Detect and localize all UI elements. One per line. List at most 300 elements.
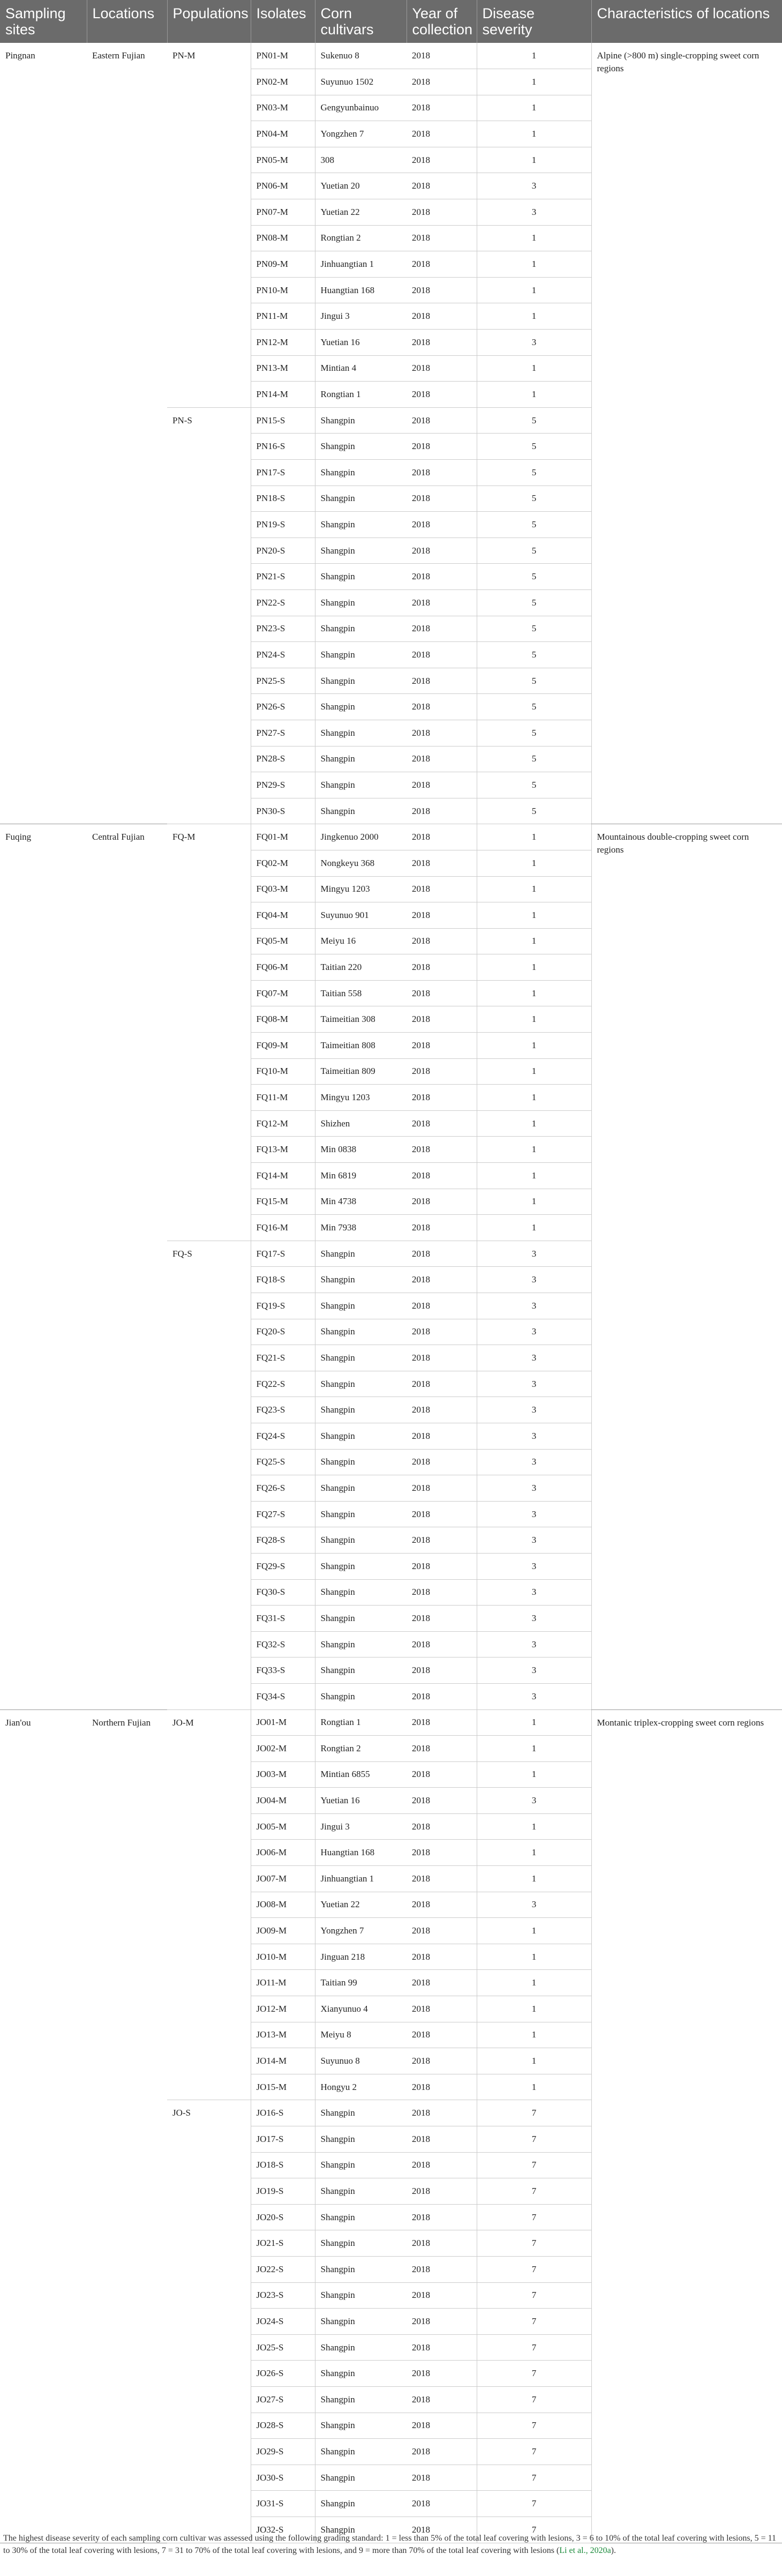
year-cell: 2018 [407, 1657, 477, 1684]
isolate-cell: PN28-S [251, 746, 315, 772]
severity-cell: 1 [477, 147, 591, 173]
isolate-cell: PN19-S [251, 512, 315, 538]
isolate-cell: JO05-M [251, 1813, 315, 1840]
cultivar-cell: Yongzhen 7 [315, 121, 407, 147]
severity-cell: 3 [477, 1892, 591, 1918]
isolate-cell: PN11-M [251, 303, 315, 330]
header-characteristics: Characteristics of locations [591, 0, 782, 43]
cultivar-cell: Jinhuangtian 1 [315, 251, 407, 278]
severity-cell: 3 [477, 1579, 591, 1606]
year-cell: 2018 [407, 2361, 477, 2387]
severity-cell: 1 [477, 2022, 591, 2048]
severity-cell: 3 [477, 1267, 591, 1293]
severity-cell: 1 [477, 824, 591, 850]
isolate-cell: JO08-M [251, 1892, 315, 1918]
cultivar-cell: Yuetian 22 [315, 199, 407, 226]
cultivar-cell: Shangpin [315, 537, 407, 564]
isolate-cell: PN07-M [251, 199, 315, 226]
isolate-cell: FQ21-S [251, 1345, 315, 1371]
year-cell: 2018 [407, 2126, 477, 2153]
year-cell: 2018 [407, 512, 477, 538]
cultivar-cell: Shangpin [315, 798, 407, 824]
year-cell: 2018 [407, 1163, 477, 1189]
cultivar-cell: Shangpin [315, 2256, 407, 2282]
severity-cell: 1 [477, 1996, 591, 2022]
cultivar-cell: Shangpin [315, 2465, 407, 2491]
cultivar-cell: Mingyu 1203 [315, 876, 407, 902]
severity-cell: 5 [477, 460, 591, 486]
year-cell: 2018 [407, 2282, 477, 2309]
severity-cell: 1 [477, 95, 591, 121]
cultivar-cell: Shangpin [315, 2126, 407, 2153]
cultivar-cell: Meiyu 16 [315, 928, 407, 954]
year-cell: 2018 [407, 850, 477, 876]
severity-cell: 3 [477, 1788, 591, 1814]
cultivar-cell: Suyunuo 8 [315, 2048, 407, 2074]
footnote-suffix: ). [611, 2546, 616, 2555]
year-cell: 2018 [407, 1761, 477, 1788]
isolate-cell: FQ18-S [251, 1267, 315, 1293]
cultivar-cell: Jingui 3 [315, 303, 407, 330]
year-cell: 2018 [407, 1970, 477, 1996]
severity-cell: 1 [477, 1215, 591, 1241]
cultivar-cell: Min 4738 [315, 1189, 407, 1215]
isolate-cell: JO03-M [251, 1761, 315, 1788]
cultivar-cell: Shangpin [315, 2334, 407, 2361]
severity-cell: 1 [477, 1866, 591, 1892]
cultivar-cell: Shangpin [315, 1319, 407, 1345]
year-cell: 2018 [407, 1683, 477, 1709]
cultivar-cell: Jingkenuo 2000 [315, 824, 407, 850]
severity-cell: 5 [477, 589, 591, 616]
cultivar-cell: Xianyunuo 4 [315, 1996, 407, 2022]
cultivar-cell: Jinguan 218 [315, 1944, 407, 1970]
isolate-cell: JO26-S [251, 2361, 315, 2387]
isolate-cell: JO20-S [251, 2204, 315, 2230]
isolate-cell: JO06-M [251, 1840, 315, 1866]
severity-cell: 1 [477, 355, 591, 382]
cultivar-cell: Shangpin [315, 1293, 407, 1319]
year-cell: 2018 [407, 1085, 477, 1111]
severity-cell: 1 [477, 251, 591, 278]
isolate-cell: PN22-S [251, 589, 315, 616]
severity-cell: 1 [477, 850, 591, 876]
year-cell: 2018 [407, 2152, 477, 2178]
isolate-cell: JO30-S [251, 2465, 315, 2491]
year-cell: 2018 [407, 746, 477, 772]
year-cell: 2018 [407, 486, 477, 512]
severity-cell: 3 [477, 1475, 591, 1502]
severity-cell: 1 [477, 1110, 591, 1137]
severity-cell: 3 [477, 173, 591, 199]
cultivar-cell: Yuetian 16 [315, 330, 407, 356]
cultivar-cell: Shangpin [315, 460, 407, 486]
severity-cell: 7 [477, 2517, 591, 2543]
severity-cell: 5 [477, 642, 591, 668]
severity-cell: 1 [477, 1918, 591, 1944]
year-cell: 2018 [407, 1449, 477, 1475]
severity-cell: 1 [477, 1813, 591, 1840]
severity-cell: 3 [477, 1423, 591, 1449]
isolate-cell: FQ22-S [251, 1371, 315, 1397]
cultivar-cell: Huangtian 168 [315, 1840, 407, 1866]
year-cell: 2018 [407, 1215, 477, 1241]
severity-cell: 7 [477, 2413, 591, 2439]
severity-cell: 1 [477, 69, 591, 95]
year-cell: 2018 [407, 355, 477, 382]
cultivar-cell: Min 0838 [315, 1137, 407, 1163]
characteristics-cell: Montanic triplex-cropping sweet corn regions [591, 1709, 782, 2543]
cultivar-cell: Shangpin [315, 434, 407, 460]
severity-cell: 3 [477, 1397, 591, 1423]
isolate-cell: PN08-M [251, 225, 315, 251]
isolate-cell: JO27-S [251, 2386, 315, 2413]
header-disease-severity: Disease severity [477, 0, 591, 43]
cultivar-cell: Shangpin [315, 1579, 407, 1606]
severity-cell: 5 [477, 668, 591, 694]
cultivar-cell: Shangpin [315, 694, 407, 720]
cultivar-cell: Shangpin [315, 1345, 407, 1371]
cultivar-cell: Shangpin [315, 2178, 407, 2205]
year-cell: 2018 [407, 173, 477, 199]
cultivar-cell: Shangpin [315, 407, 407, 434]
year-cell: 2018 [407, 1579, 477, 1606]
year-cell: 2018 [407, 1606, 477, 1632]
cultivar-cell: Shangpin [315, 2386, 407, 2413]
severity-cell: 3 [477, 1241, 591, 1267]
severity-cell: 3 [477, 1631, 591, 1657]
cultivar-cell: Shangpin [315, 1527, 407, 1554]
year-cell: 2018 [407, 980, 477, 1006]
isolate-cell: FQ24-S [251, 1423, 315, 1449]
severity-cell: 1 [477, 382, 591, 408]
isolate-cell: PN15-S [251, 407, 315, 434]
characteristics-cell: Mountainous double-cropping sweet corn regions [591, 824, 782, 1709]
isolate-cell: FQ01-M [251, 824, 315, 850]
isolate-cell: PN26-S [251, 694, 315, 720]
year-cell: 2018 [407, 434, 477, 460]
population-cell: JO-M [167, 1709, 251, 2100]
isolate-cell: FQ10-M [251, 1058, 315, 1085]
year-cell: 2018 [407, 1918, 477, 1944]
year-cell: 2018 [407, 407, 477, 434]
isolate-cell: JO13-M [251, 2022, 315, 2048]
severity-cell: 1 [477, 1709, 591, 1736]
isolate-cell: FQ16-M [251, 1215, 315, 1241]
cultivar-cell: Rongtian 2 [315, 1736, 407, 1762]
severity-cell: 7 [477, 2178, 591, 2205]
cultivar-cell: Shangpin [315, 642, 407, 668]
year-cell: 2018 [407, 2413, 477, 2439]
severity-cell: 1 [477, 1189, 591, 1215]
year-cell: 2018 [407, 720, 477, 746]
isolate-cell: FQ25-S [251, 1449, 315, 1475]
severity-cell: 5 [477, 512, 591, 538]
cultivar-cell: Suyunuo 901 [315, 902, 407, 929]
severity-cell: 3 [477, 1449, 591, 1475]
cultivar-cell: Shizhen [315, 1110, 407, 1137]
isolate-cell: PN14-M [251, 382, 315, 408]
year-cell: 2018 [407, 668, 477, 694]
severity-cell: 5 [477, 564, 591, 590]
isolate-cell: FQ19-S [251, 1293, 315, 1319]
severity-cell: 1 [477, 928, 591, 954]
isolate-cell: PN29-S [251, 772, 315, 798]
cultivar-cell: Shangpin [315, 720, 407, 746]
year-cell: 2018 [407, 1553, 477, 1579]
cultivar-cell: Shangpin [315, 1606, 407, 1632]
year-cell: 2018 [407, 1527, 477, 1554]
header-locations: Locations [87, 0, 167, 43]
severity-cell: 1 [477, 1970, 591, 1996]
header-row [0, 0, 782, 43]
isolate-cell: FQ05-M [251, 928, 315, 954]
isolate-cell: JO28-S [251, 2413, 315, 2439]
isolate-cell: FQ20-S [251, 1319, 315, 1345]
isolate-cell: FQ23-S [251, 1397, 315, 1423]
cultivar-cell: Shangpin [315, 2204, 407, 2230]
isolate-cell: FQ31-S [251, 1606, 315, 1632]
isolate-cell: JO15-M [251, 2074, 315, 2100]
cultivar-cell: Shangpin [315, 2100, 407, 2126]
cultivar-cell: Shangpin [315, 2309, 407, 2335]
isolate-cell: JO09-M [251, 1918, 315, 1944]
cultivar-cell: Suyunuo 1502 [315, 69, 407, 95]
severity-cell: 1 [477, 1006, 591, 1033]
cultivar-cell: Taitian 220 [315, 954, 407, 981]
cultivar-cell: Shangpin [315, 2152, 407, 2178]
isolate-cell: PN17-S [251, 460, 315, 486]
severity-cell: 1 [477, 954, 591, 981]
isolate-cell: PN30-S [251, 798, 315, 824]
cultivar-cell: Shangpin [315, 616, 407, 642]
year-cell: 2018 [407, 2386, 477, 2413]
severity-cell: 7 [477, 2256, 591, 2282]
severity-cell: 3 [477, 1345, 591, 1371]
severity-cell: 3 [477, 199, 591, 226]
isolate-cell: JO17-S [251, 2126, 315, 2153]
isolate-cell: JO11-M [251, 1970, 315, 1996]
severity-cell: 1 [477, 2074, 591, 2100]
cultivar-cell: Shangpin [315, 668, 407, 694]
severity-cell: 1 [477, 902, 591, 929]
year-cell: 2018 [407, 1892, 477, 1918]
year-cell: 2018 [407, 303, 477, 330]
year-cell: 2018 [407, 642, 477, 668]
severity-cell: 7 [477, 2126, 591, 2153]
table-footnote [3, 2532, 779, 2557]
isolate-cell: FQ33-S [251, 1657, 315, 1684]
year-cell: 2018 [407, 2439, 477, 2465]
isolate-cell: PN21-S [251, 564, 315, 590]
isolate-cell: PN13-M [251, 355, 315, 382]
isolate-cell: FQ34-S [251, 1683, 315, 1709]
year-cell: 2018 [407, 2491, 477, 2517]
cultivar-cell: Mintian 4 [315, 355, 407, 382]
isolate-cell: FQ07-M [251, 980, 315, 1006]
cultivar-cell: Shangpin [315, 1241, 407, 1267]
severity-cell: 1 [477, 2048, 591, 2074]
severity-cell: 3 [477, 1683, 591, 1709]
cultivar-cell: Shangpin [315, 1423, 407, 1449]
isolate-cell: JO10-M [251, 1944, 315, 1970]
severity-cell: 7 [477, 2204, 591, 2230]
year-cell: 2018 [407, 1058, 477, 1085]
severity-cell: 1 [477, 1085, 591, 1111]
year-cell: 2018 [407, 251, 477, 278]
cultivar-cell: Shangpin [315, 2361, 407, 2387]
cultivar-cell: Taimeitian 809 [315, 1058, 407, 1085]
severity-cell: 7 [477, 2386, 591, 2413]
year-cell: 2018 [407, 1033, 477, 1059]
population-cell: PN-S [167, 407, 251, 824]
header-sampling-sites: Sampling sites [0, 0, 87, 43]
year-cell: 2018 [407, 1423, 477, 1449]
isolate-cell: PN09-M [251, 251, 315, 278]
isolate-cell: JO02-M [251, 1736, 315, 1762]
isolate-cell: JO07-M [251, 1866, 315, 1892]
isolate-cell: PN02-M [251, 69, 315, 95]
cultivar-cell: Meiyu 8 [315, 2022, 407, 2048]
year-cell: 2018 [407, 564, 477, 590]
cultivar-cell: Yongzhen 7 [315, 1918, 407, 1944]
year-cell: 2018 [407, 1736, 477, 1762]
isolate-cell: PN20-S [251, 537, 315, 564]
isolate-cell: JO31-S [251, 2491, 315, 2517]
year-cell: 2018 [407, 1996, 477, 2022]
year-cell: 2018 [407, 147, 477, 173]
population-cell: FQ-S [167, 1241, 251, 1709]
year-cell: 2018 [407, 824, 477, 850]
header-year-of-collection: Year of collection [407, 0, 477, 43]
year-cell: 2018 [407, 589, 477, 616]
severity-cell: 3 [477, 1657, 591, 1684]
year-cell: 2018 [407, 2230, 477, 2257]
sampling-site-cell: Fuqing [0, 824, 87, 1709]
cultivar-cell: Yuetian 22 [315, 1892, 407, 1918]
cultivar-cell: Shangpin [315, 2517, 407, 2543]
isolate-cell: FQ27-S [251, 1501, 315, 1527]
year-cell: 2018 [407, 537, 477, 564]
table-body [0, 43, 782, 2543]
year-cell: 2018 [407, 694, 477, 720]
severity-cell: 5 [477, 746, 591, 772]
cultivar-cell: Min 6819 [315, 1163, 407, 1189]
year-cell: 2018 [407, 121, 477, 147]
year-cell: 2018 [407, 2100, 477, 2126]
isolate-cell: PN24-S [251, 642, 315, 668]
year-cell: 2018 [407, 1501, 477, 1527]
severity-cell: 1 [477, 1058, 591, 1085]
sampling-site-cell: Pingnan [0, 43, 87, 824]
isolate-cell: FQ14-M [251, 1163, 315, 1189]
isolate-cell: FQ15-M [251, 1189, 315, 1215]
cultivar-cell: Shangpin [315, 2230, 407, 2257]
year-cell: 2018 [407, 1110, 477, 1137]
severity-cell: 5 [477, 407, 591, 434]
isolate-cell: JO14-M [251, 2048, 315, 2074]
year-cell: 2018 [407, 772, 477, 798]
year-cell: 2018 [407, 1267, 477, 1293]
severity-cell: 3 [477, 1319, 591, 1345]
severity-cell: 7 [477, 2230, 591, 2257]
severity-cell: 1 [477, 1033, 591, 1059]
year-cell: 2018 [407, 1631, 477, 1657]
isolate-cell: FQ02-M [251, 850, 315, 876]
cultivar-cell: Rongtian 1 [315, 1709, 407, 1736]
severity-cell: 1 [477, 277, 591, 303]
cultivar-cell: Sukenuo 8 [315, 43, 407, 69]
severity-cell: 1 [477, 1944, 591, 1970]
cultivar-cell: Nongkeyu 368 [315, 850, 407, 876]
cultivar-cell: Shangpin [315, 512, 407, 538]
cultivar-cell: Shangpin [315, 2439, 407, 2465]
severity-cell: 5 [477, 720, 591, 746]
severity-cell: 1 [477, 876, 591, 902]
cultivar-cell: Huangtian 168 [315, 277, 407, 303]
severity-cell: 1 [477, 1736, 591, 1762]
severity-cell: 5 [477, 537, 591, 564]
footnote-citation-link[interactable]: Li et al., 2020a [559, 2546, 611, 2555]
isolate-cell: FQ13-M [251, 1137, 315, 1163]
cultivar-cell: Rongtian 2 [315, 225, 407, 251]
isolate-cell: FQ28-S [251, 1527, 315, 1554]
cultivar-cell: Mintian 6855 [315, 1761, 407, 1788]
cultivar-cell: Min 7938 [315, 1215, 407, 1241]
severity-cell: 7 [477, 2309, 591, 2335]
isolate-cell: PN06-M [251, 173, 315, 199]
isolate-cell: FQ04-M [251, 902, 315, 929]
isolate-cell: FQ32-S [251, 1631, 315, 1657]
year-cell: 2018 [407, 1006, 477, 1033]
sampling-site-cell: Jian'ou [0, 1709, 87, 2543]
year-cell: 2018 [407, 1319, 477, 1345]
severity-cell: 5 [477, 434, 591, 460]
year-cell: 2018 [407, 1944, 477, 1970]
severity-cell: 1 [477, 1137, 591, 1163]
cultivar-cell: Gengyunbainuo [315, 95, 407, 121]
year-cell: 2018 [407, 1371, 477, 1397]
severity-cell: 5 [477, 616, 591, 642]
cultivar-cell: Shangpin [315, 1475, 407, 1502]
isolate-cell: FQ09-M [251, 1033, 315, 1059]
cultivar-cell: Shangpin [315, 564, 407, 590]
cultivar-cell: Shangpin [315, 1631, 407, 1657]
year-cell: 2018 [407, 1475, 477, 1502]
table-row [0, 43, 782, 69]
year-cell: 2018 [407, 199, 477, 226]
cultivar-cell: Mingyu 1203 [315, 1085, 407, 1111]
table-row [0, 824, 782, 850]
cultivar-cell: Shangpin [315, 1683, 407, 1709]
severity-cell: 7 [477, 2491, 591, 2517]
isolate-cell: JO04-M [251, 1788, 315, 1814]
isolate-cell: FQ03-M [251, 876, 315, 902]
isolate-cell: JO21-S [251, 2230, 315, 2257]
cultivar-cell: Jinhuangtian 1 [315, 1866, 407, 1892]
year-cell: 2018 [407, 1788, 477, 1814]
location-cell: Central Fujian [87, 824, 167, 1709]
isolate-cell: JO12-M [251, 1996, 315, 2022]
cultivar-cell: Shangpin [315, 1501, 407, 1527]
severity-cell: 3 [477, 1606, 591, 1632]
year-cell: 2018 [407, 2048, 477, 2074]
year-cell: 2018 [407, 330, 477, 356]
population-cell: JO-S [167, 2100, 251, 2543]
severity-cell: 1 [477, 43, 591, 69]
year-cell: 2018 [407, 225, 477, 251]
year-cell: 2018 [407, 928, 477, 954]
